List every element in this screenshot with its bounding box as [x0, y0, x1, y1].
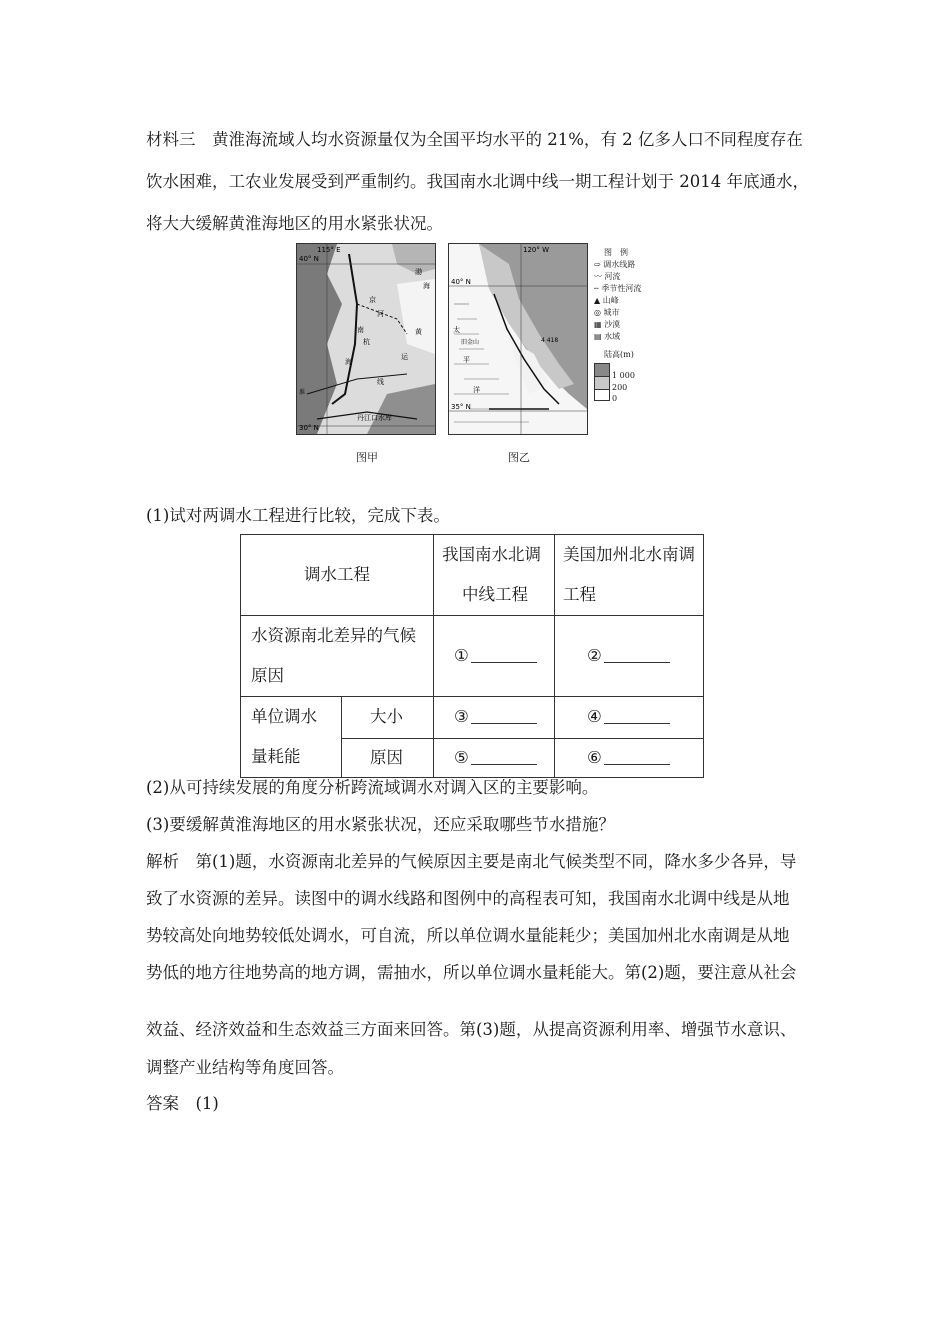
svg-text:太: 太	[453, 326, 460, 334]
question-1: (1)试对两调水工程进行比较，完成下表。	[146, 506, 450, 525]
header-china-project: 我国南水北调 中线工程	[434, 535, 555, 616]
map-a	[296, 243, 436, 435]
arrow-route-icon: ⇨	[594, 260, 601, 269]
row-climate-reason: 水资源南北差异的气候 原因	[241, 616, 434, 697]
svg-text:海: 海	[345, 358, 352, 366]
header-california-project: 美国加州北水南调 工程	[555, 535, 704, 616]
question-2: (2)从可持续发展的角度分析跨流域调水对调入区的主要影响。	[146, 778, 599, 797]
table-row	[241, 697, 704, 739]
map-b	[448, 243, 588, 435]
map-b-drawing	[449, 244, 587, 434]
svg-text:线: 线	[377, 378, 384, 386]
svg-text:平: 平	[463, 356, 470, 364]
map-legend	[594, 247, 641, 401]
svg-text:南: 南	[357, 326, 364, 334]
sub-reason: 原因	[342, 738, 434, 777]
map-b-lat40: 40° N	[451, 278, 471, 286]
map-b-lat35: 35° N	[451, 403, 471, 411]
table-row	[241, 616, 704, 697]
material-line-1: 材料三 黄淮海流域人均水资源量仅为全国平均水平的 21%，有 2 亿多人口不同程度存在	[146, 130, 803, 149]
legend-elevation-title: 陆高(m)	[604, 350, 634, 359]
svg-text:海: 海	[423, 282, 430, 290]
question-3: (3)要缓解黄淮海地区的用水紧张状况，还应采取哪些节水措施？	[146, 815, 615, 834]
svg-text:杭: 杭	[363, 338, 370, 346]
blank-cell-6[interactable]: ⑥	[555, 738, 704, 777]
sub-size: 大小	[342, 697, 434, 739]
blank-cell-2[interactable]: ②	[555, 616, 704, 697]
elevation-high-swatch	[594, 363, 610, 377]
svg-text:丹江口水库: 丹江口水库	[357, 414, 392, 422]
svg-text:渤: 渤	[415, 268, 422, 276]
seasonal-river-icon: ╌	[594, 284, 599, 293]
comparison-table	[240, 534, 704, 778]
answer-label: 答案 (1)	[146, 1094, 219, 1113]
map-b-peak: 4 418	[541, 337, 559, 344]
analysis-line-4: 势低的地方往地势高的地方调，需抽水，所以单位调水量耗能大。第(2)题，要注意从社会	[146, 963, 797, 982]
legend-item-desert: ▦ 沙漠	[594, 320, 621, 329]
map-a-lat30: 30° N	[299, 424, 319, 432]
table-header-row	[241, 535, 704, 616]
legend-elevation-scale: 1 000 200 0	[594, 361, 641, 401]
legend-item-route: ⇨ 调水线路	[594, 260, 636, 269]
legend-item-peak: ▲ 山峰	[594, 296, 619, 305]
elevation-low-swatch	[594, 389, 610, 401]
legend-item-city: ◎ 城市	[594, 308, 620, 317]
svg-text:京: 京	[369, 296, 376, 304]
blank-cell-3[interactable]: ③	[434, 697, 555, 739]
map-a-lon115: 115° E	[317, 246, 341, 254]
peak-icon: ▲	[594, 296, 601, 305]
header-project: 调水工程	[241, 535, 434, 616]
map-b-san-francisco: 旧金山	[461, 339, 480, 346]
figure-maps	[296, 243, 656, 468]
analysis-line-2: 致了水资源的差异。读图中的调水线路和图例中的高程表可知，我国南水北调中线是从地	[146, 889, 790, 908]
material-line-2: 饮水困难，工农业发展受到严重制约。我国南水北调中线一期工程计划于 2014 年底通水，	[146, 172, 809, 191]
legend-item-river: 〰 河流	[594, 272, 621, 281]
svg-text:黄: 黄	[415, 328, 422, 336]
legend-title: 图 例	[604, 248, 628, 257]
map-a-drawing	[297, 244, 435, 434]
analysis-line-1: 解析 第(1)题，水资源南北差异的气候原因主要是南北气候类型不同，降水多少各异，导	[146, 852, 797, 871]
analysis-line-6: 调整产业结构等角度回答。	[146, 1058, 344, 1077]
map-a-lat40: 40° N	[299, 255, 319, 263]
blank-cell-5[interactable]: ⑤	[434, 738, 555, 777]
blank-cell-1[interactable]: ①	[434, 616, 555, 697]
elevation-mid-swatch	[594, 376, 610, 390]
city-icon: ◎	[594, 308, 601, 317]
map-b-caption: 图乙	[508, 451, 530, 464]
map-b-lon120: 120° W	[523, 246, 550, 254]
blank-cell-4[interactable]: ④	[555, 697, 704, 739]
map-a-caption: 图甲	[356, 451, 378, 464]
row-energy: 单位调水 量耗能	[241, 697, 342, 778]
svg-text:淮: 淮	[299, 389, 306, 396]
analysis-line-5: 效益、经济效益和生态效益三方面来回答。第(3)题，从提高资源利用率、增强节水意识、	[146, 1020, 797, 1039]
svg-text:运: 运	[401, 353, 408, 361]
material-line-3: 将大大缓解黄淮海地区的用水紧张状况。	[146, 214, 443, 233]
legend-item-water: ▤ 水域	[594, 332, 621, 341]
legend-item-seasonal-river: ╌ 季节性河流	[594, 284, 642, 293]
water-icon: ▤	[594, 332, 602, 341]
analysis-line-3: 势较高处向地势较低处调水，可自流，所以单位调水量能耗少；美国加州北水南调是从地	[146, 926, 790, 945]
svg-text:洋: 洋	[473, 386, 480, 394]
svg-text:河: 河	[377, 310, 384, 318]
river-icon: 〰	[594, 272, 602, 281]
desert-icon: ▦	[594, 320, 602, 329]
